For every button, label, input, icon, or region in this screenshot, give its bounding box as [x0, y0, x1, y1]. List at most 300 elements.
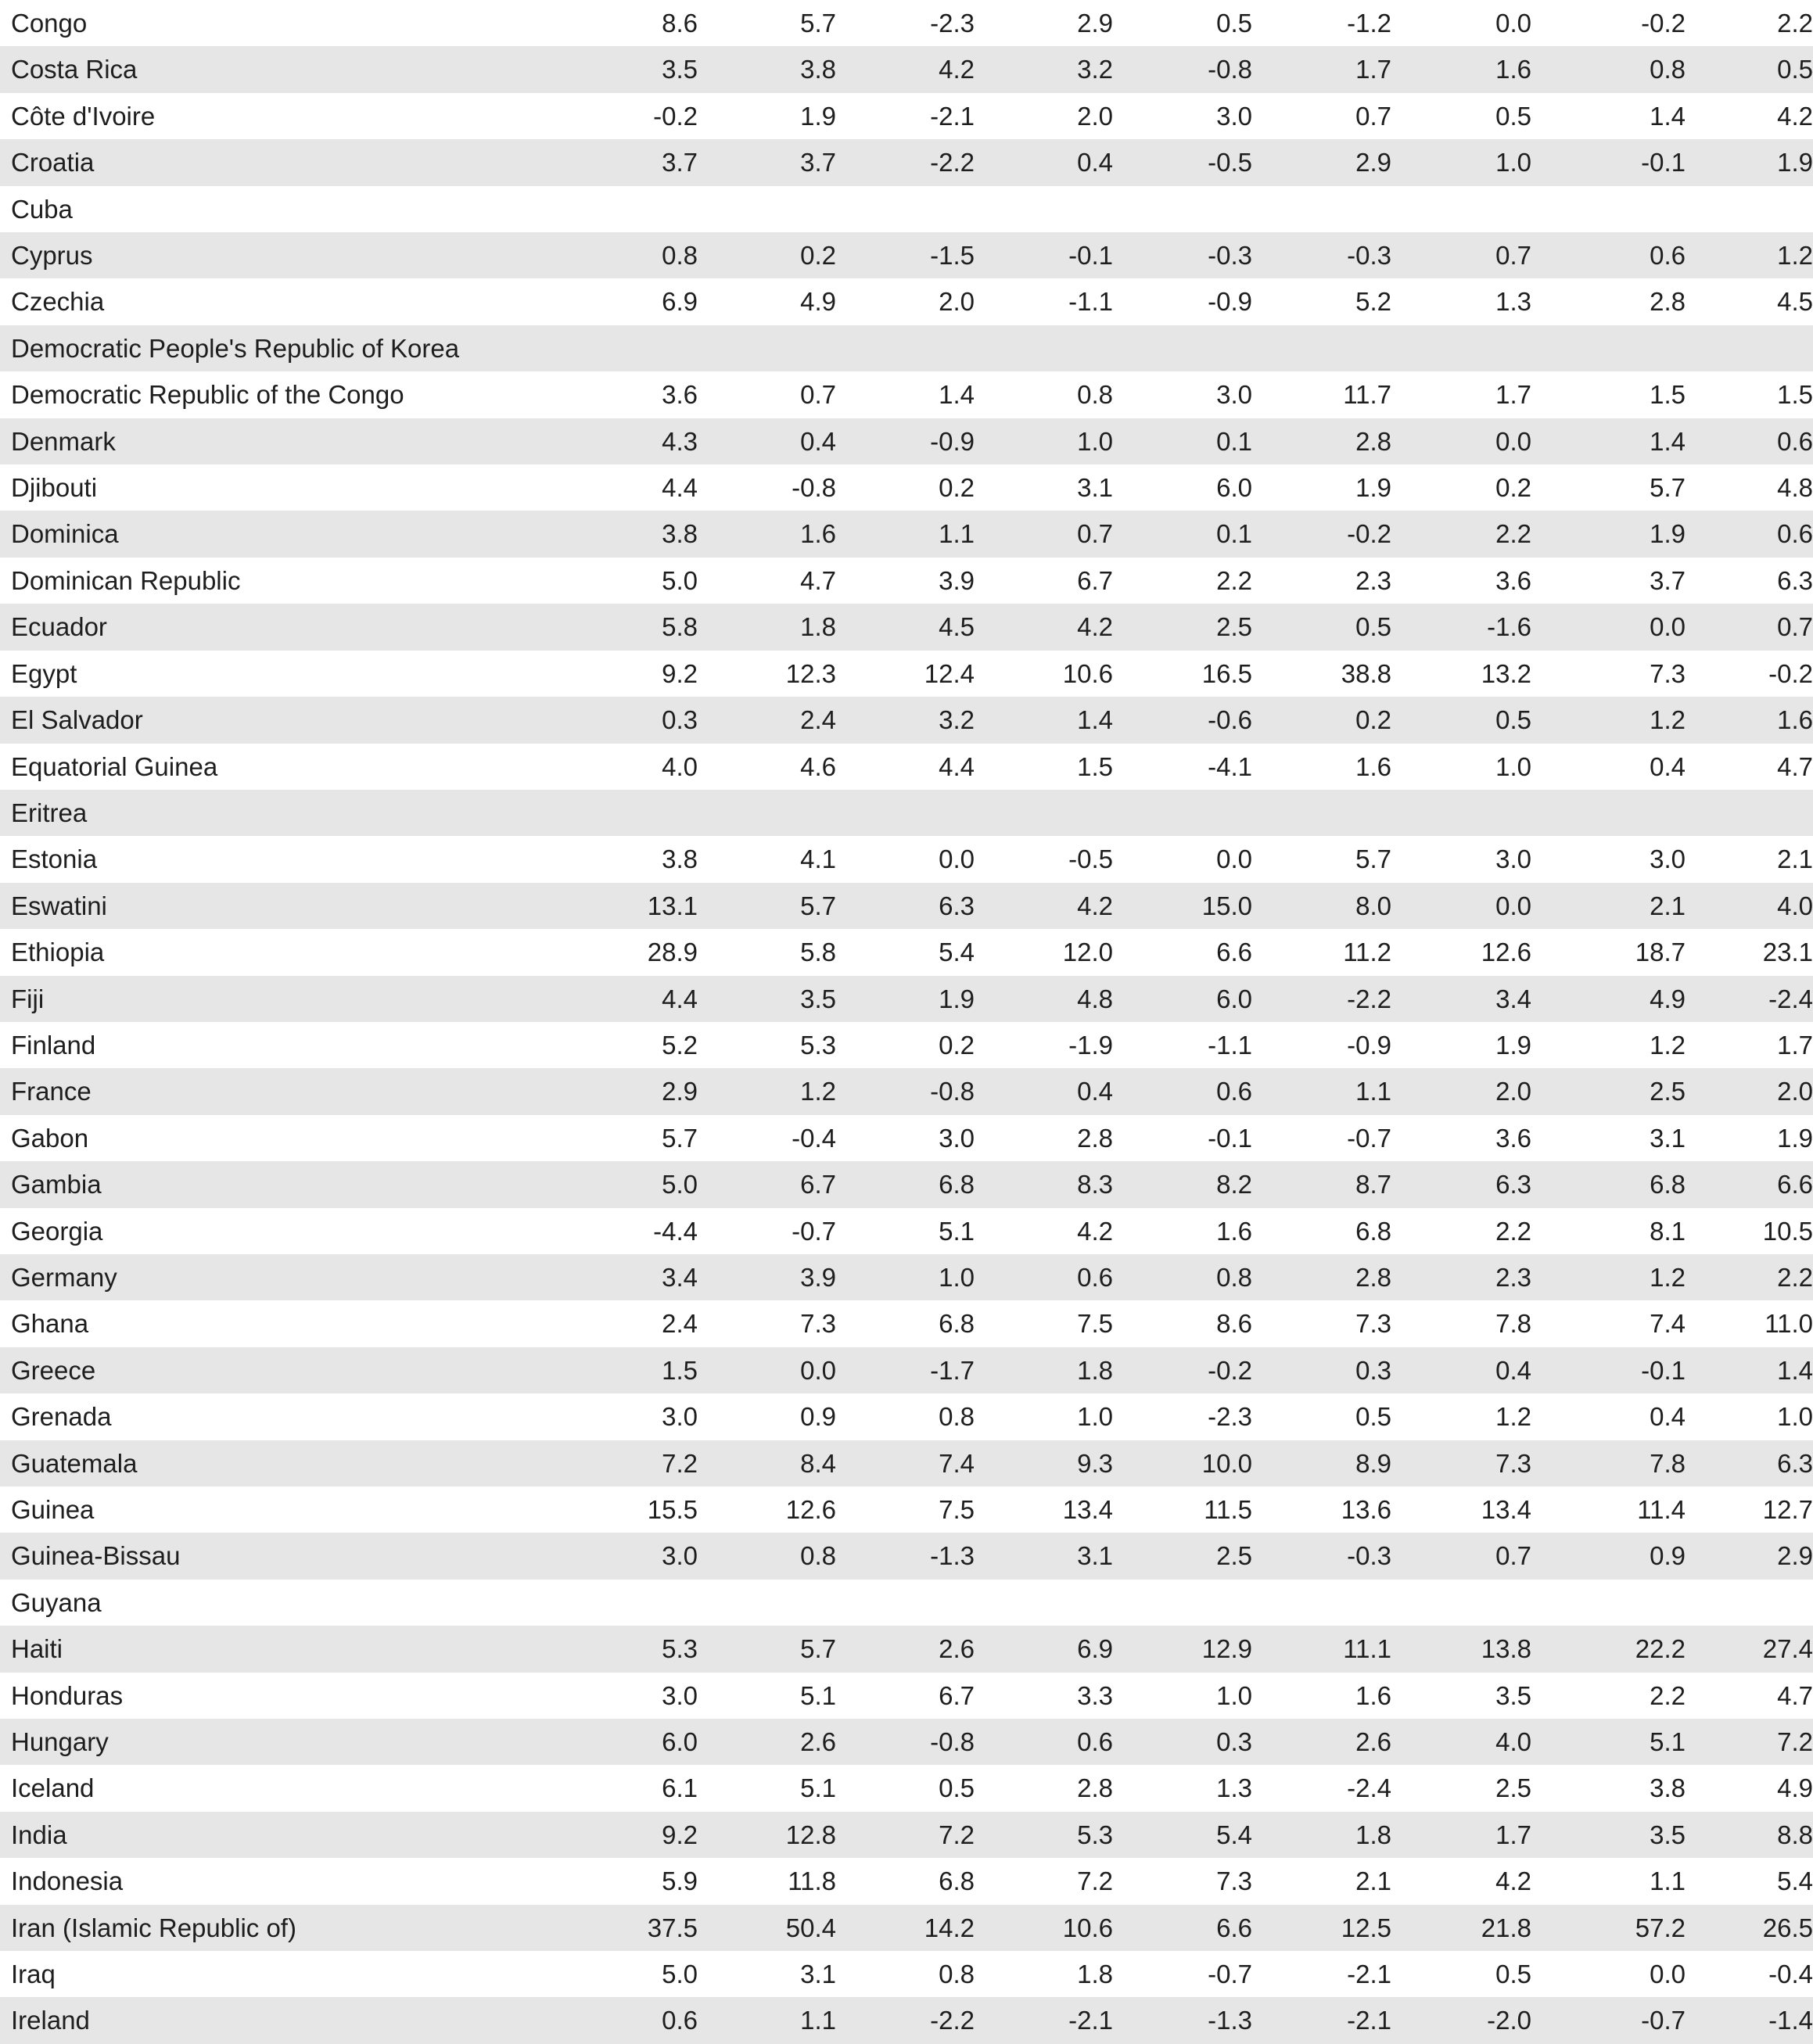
country-name: Guinea-Bissau — [0, 1533, 547, 1579]
value-cell: 0.0 — [1391, 418, 1531, 464]
value-cell: 10.0 — [1113, 1440, 1252, 1486]
country-name: Gabon — [0, 1115, 547, 1161]
value-cell: 1.0 — [836, 1254, 975, 1300]
value-cell: 2.2 — [1686, 1254, 1813, 1300]
table-row — [0, 464, 1813, 511]
value-cell: 2.4 — [698, 697, 836, 743]
value-cell — [836, 186, 975, 232]
value-cell: -0.8 — [698, 464, 836, 511]
value-cell — [1252, 186, 1391, 232]
value-cell: 4.2 — [1391, 1858, 1531, 1904]
value-cell: 3.7 — [1531, 558, 1686, 604]
value-cell: 0.5 — [1252, 1393, 1391, 1440]
value-cell: 1.0 — [975, 418, 1113, 464]
value-cell: -0.8 — [836, 1068, 975, 1114]
value-cell: 5.0 — [547, 1951, 698, 1997]
value-cell: 5.0 — [547, 1161, 698, 1207]
value-cell — [547, 1580, 698, 1626]
value-cell: 11.7 — [1252, 371, 1391, 418]
value-cell: 0.8 — [975, 371, 1113, 418]
value-cell: 0.5 — [1391, 697, 1531, 743]
country-name: El Salvador — [0, 697, 547, 743]
value-cell: 1.3 — [1113, 1765, 1252, 1811]
value-cell: 0.7 — [1391, 1533, 1531, 1579]
value-cell: -0.3 — [1252, 1533, 1391, 1579]
value-cell: 6.8 — [836, 1161, 975, 1207]
value-cell: 0.5 — [1391, 1951, 1531, 1997]
value-cell: 12.9 — [1113, 1626, 1252, 1672]
value-cell — [975, 790, 1113, 836]
value-cell: 7.8 — [1391, 1300, 1531, 1347]
value-cell: 3.5 — [1391, 1673, 1531, 1719]
value-cell: 3.2 — [975, 46, 1113, 92]
value-cell: 3.0 — [547, 1393, 698, 1440]
value-cell: 2.9 — [547, 1068, 698, 1114]
value-cell: 7.3 — [1113, 1858, 1252, 1904]
value-cell — [975, 186, 1113, 232]
table-row — [0, 418, 1813, 464]
value-cell: 4.2 — [975, 883, 1113, 929]
country-name: Democratic Republic of the Congo — [0, 371, 547, 418]
value-cell: 3.1 — [698, 1951, 836, 1997]
value-cell: 0.1 — [1113, 418, 1252, 464]
table-row — [0, 1951, 1813, 1997]
value-cell: 15.5 — [547, 1486, 698, 1533]
value-cell: 0.6 — [975, 1719, 1113, 1765]
value-cell: 5.0 — [547, 558, 698, 604]
table-row — [0, 1533, 1813, 1579]
country-name: Finland — [0, 1022, 547, 1068]
value-cell: 0.6 — [1686, 511, 1813, 557]
value-cell: 11.8 — [698, 1858, 836, 1904]
value-cell: 6.8 — [1531, 1161, 1686, 1207]
value-cell: -0.9 — [836, 418, 975, 464]
value-cell: 0.8 — [1113, 1254, 1252, 1300]
value-cell: 5.7 — [698, 0, 836, 46]
table-row — [0, 371, 1813, 418]
value-cell: 3.5 — [547, 46, 698, 92]
value-cell: 2.3 — [1252, 558, 1391, 604]
country-name: Guyana — [0, 1580, 547, 1626]
value-cell: 5.7 — [698, 883, 836, 929]
value-cell: 2.1 — [1686, 836, 1813, 882]
table-row — [0, 1673, 1813, 1719]
value-cell: 26.5 — [1686, 1905, 1813, 1951]
country-name: Eritrea — [0, 790, 547, 836]
value-cell: 0.5 — [1252, 604, 1391, 650]
value-cell: 6.7 — [975, 558, 1113, 604]
value-cell: 4.9 — [698, 278, 836, 325]
value-cell: 1.6 — [1686, 697, 1813, 743]
value-cell: 3.0 — [1113, 371, 1252, 418]
value-cell: 5.1 — [698, 1765, 836, 1811]
country-name: Djibouti — [0, 464, 547, 511]
value-cell: 0.1 — [1113, 511, 1252, 557]
value-cell: 3.1 — [975, 464, 1113, 511]
country-name: Costa Rica — [0, 46, 547, 92]
value-cell: 7.4 — [836, 1440, 975, 1486]
value-cell: 5.1 — [1531, 1719, 1686, 1765]
value-cell: 1.9 — [1531, 511, 1686, 557]
value-cell: 4.7 — [1686, 1673, 1813, 1719]
value-cell: 1.2 — [698, 1068, 836, 1114]
value-cell: 12.6 — [698, 1486, 836, 1533]
country-name: Czechia — [0, 278, 547, 325]
value-cell: 1.9 — [698, 93, 836, 139]
value-cell: 12.7 — [1686, 1486, 1813, 1533]
table-row — [0, 836, 1813, 882]
value-cell: 0.7 — [975, 511, 1113, 557]
value-cell: 3.6 — [1391, 1115, 1531, 1161]
country-name: Croatia — [0, 139, 547, 185]
value-cell: 6.6 — [1113, 929, 1252, 975]
value-cell — [1113, 325, 1252, 371]
value-cell: 7.2 — [1686, 1719, 1813, 1765]
value-cell: 0.0 — [836, 836, 975, 882]
value-cell: 2.2 — [1113, 558, 1252, 604]
value-cell: 5.8 — [698, 929, 836, 975]
country-name: Germany — [0, 1254, 547, 1300]
value-cell: 0.5 — [1391, 93, 1531, 139]
country-name: Hungary — [0, 1719, 547, 1765]
value-cell: 13.1 — [547, 883, 698, 929]
value-cell: 1.1 — [698, 1997, 836, 2043]
value-cell: 3.9 — [836, 558, 975, 604]
value-cell: 1.0 — [975, 1393, 1113, 1440]
value-cell: -2.2 — [1252, 976, 1391, 1022]
value-cell: 1.9 — [836, 976, 975, 1022]
value-cell: 11.1 — [1252, 1626, 1391, 1672]
value-cell: 4.5 — [836, 604, 975, 650]
value-cell — [975, 325, 1113, 371]
value-cell: 0.0 — [1391, 0, 1531, 46]
value-cell: 6.6 — [1686, 1161, 1813, 1207]
value-cell: 5.7 — [1531, 464, 1686, 511]
value-cell: 10.6 — [975, 1905, 1113, 1951]
value-cell: 2.3 — [1391, 1254, 1531, 1300]
value-cell: 7.3 — [1531, 651, 1686, 697]
value-cell: 23.1 — [1686, 929, 1813, 975]
value-cell: -2.1 — [975, 1997, 1113, 2043]
value-cell: 12.4 — [836, 651, 975, 697]
value-cell: 3.8 — [698, 46, 836, 92]
value-cell — [1113, 1580, 1252, 1626]
value-cell: 0.8 — [1531, 46, 1686, 92]
value-cell: 4.7 — [698, 558, 836, 604]
value-cell: 15.0 — [1113, 883, 1252, 929]
value-cell: 0.5 — [1686, 46, 1813, 92]
table-row — [0, 325, 1813, 371]
value-cell: 8.1 — [1531, 1208, 1686, 1254]
value-cell — [1252, 790, 1391, 836]
value-cell: 8.4 — [698, 1440, 836, 1486]
value-cell: 5.7 — [1252, 836, 1391, 882]
table-row — [0, 0, 1813, 46]
value-cell: -0.9 — [1252, 1022, 1391, 1068]
value-cell: -1.5 — [836, 232, 975, 278]
table-row — [0, 1812, 1813, 1858]
country-name: Egypt — [0, 651, 547, 697]
value-cell: 4.8 — [1686, 464, 1813, 511]
value-cell: 7.3 — [698, 1300, 836, 1347]
value-cell: 4.4 — [836, 744, 975, 790]
value-cell: 14.2 — [836, 1905, 975, 1951]
country-name: Honduras — [0, 1673, 547, 1719]
value-cell: 0.3 — [1113, 1719, 1252, 1765]
table-row — [0, 1858, 1813, 1904]
value-cell: 1.8 — [698, 604, 836, 650]
value-cell: 6.8 — [1252, 1208, 1391, 1254]
table-row — [0, 139, 1813, 185]
value-cell: 0.3 — [1252, 1347, 1391, 1393]
value-cell: 0.2 — [1391, 464, 1531, 511]
value-cell: -2.3 — [836, 0, 975, 46]
value-cell: 0.5 — [1113, 0, 1252, 46]
value-cell: -0.2 — [1252, 511, 1391, 557]
country-name: Guinea — [0, 1486, 547, 1533]
country-name: Côte d'Ivoire — [0, 93, 547, 139]
table-row — [0, 1393, 1813, 1440]
value-cell: -0.2 — [1686, 651, 1813, 697]
value-cell: 1.0 — [1686, 1393, 1813, 1440]
value-cell: 2.0 — [836, 278, 975, 325]
value-cell: -1.7 — [836, 1347, 975, 1393]
value-cell — [1252, 325, 1391, 371]
table-row — [0, 1765, 1813, 1811]
value-cell: 6.0 — [1113, 976, 1252, 1022]
value-cell — [1391, 790, 1531, 836]
value-cell: 5.4 — [836, 929, 975, 975]
country-name: Ghana — [0, 1300, 547, 1347]
value-cell: 12.5 — [1252, 1905, 1391, 1951]
table-row — [0, 1022, 1813, 1068]
value-cell: -0.8 — [836, 1719, 975, 1765]
value-cell: 1.2 — [1531, 697, 1686, 743]
country-name: Cyprus — [0, 232, 547, 278]
country-name: Ethiopia — [0, 929, 547, 975]
value-cell: 1.2 — [1686, 232, 1813, 278]
value-cell: 1.9 — [1686, 139, 1813, 185]
value-cell: 5.9 — [547, 1858, 698, 1904]
value-cell: 4.9 — [1686, 1765, 1813, 1811]
value-cell: 3.0 — [1113, 93, 1252, 139]
value-cell — [1531, 186, 1686, 232]
value-cell: 1.2 — [1531, 1254, 1686, 1300]
value-cell: -2.2 — [836, 1997, 975, 2043]
value-cell — [1391, 325, 1531, 371]
value-cell: 0.3 — [547, 697, 698, 743]
value-cell: 3.5 — [1531, 1812, 1686, 1858]
table-row — [0, 651, 1813, 697]
value-cell: 2.9 — [975, 0, 1113, 46]
value-cell: 22.2 — [1531, 1626, 1686, 1672]
value-cell: -0.1 — [1531, 1347, 1686, 1393]
value-cell: 4.8 — [975, 976, 1113, 1022]
value-cell: 2.6 — [1252, 1719, 1391, 1765]
value-cell: 4.2 — [975, 604, 1113, 650]
value-cell: 2.6 — [836, 1626, 975, 1672]
value-cell: 5.1 — [836, 1208, 975, 1254]
value-cell — [975, 1580, 1113, 1626]
value-cell: 5.3 — [547, 1626, 698, 1672]
table-row — [0, 604, 1813, 650]
value-cell: -2.1 — [1252, 1997, 1391, 2043]
value-cell: 4.0 — [1391, 1719, 1531, 1765]
value-cell: 10.5 — [1686, 1208, 1813, 1254]
value-cell: 6.8 — [836, 1858, 975, 1904]
value-cell: 4.1 — [698, 836, 836, 882]
value-cell: 5.8 — [547, 604, 698, 650]
value-cell: -0.7 — [1113, 1951, 1252, 1997]
value-cell — [836, 790, 975, 836]
value-cell: 2.9 — [1686, 1533, 1813, 1579]
value-cell: 4.2 — [1686, 93, 1813, 139]
table-row — [0, 232, 1813, 278]
value-cell: 2.2 — [1391, 511, 1531, 557]
value-cell: 5.3 — [975, 1812, 1113, 1858]
value-cell: 0.8 — [698, 1533, 836, 1579]
value-cell: 6.3 — [1686, 558, 1813, 604]
value-cell — [1113, 790, 1252, 836]
value-cell: 1.7 — [1391, 1812, 1531, 1858]
value-cell: 1.1 — [1252, 1068, 1391, 1114]
value-cell: 6.7 — [836, 1673, 975, 1719]
table-row — [0, 1719, 1813, 1765]
value-cell — [1113, 186, 1252, 232]
value-cell: 0.9 — [698, 1393, 836, 1440]
value-cell: 3.9 — [698, 1254, 836, 1300]
value-cell: 0.0 — [1531, 604, 1686, 650]
country-name: Estonia — [0, 836, 547, 882]
value-cell: 6.3 — [1686, 1440, 1813, 1486]
country-name: Iran (Islamic Republic of) — [0, 1905, 547, 1951]
table-row — [0, 558, 1813, 604]
value-cell: 4.0 — [547, 744, 698, 790]
value-cell: 4.6 — [698, 744, 836, 790]
table-row — [0, 1347, 1813, 1393]
country-name: Greece — [0, 1347, 547, 1393]
value-cell: 57.2 — [1531, 1905, 1686, 1951]
value-cell: -0.7 — [1531, 1997, 1686, 2043]
value-cell — [836, 325, 975, 371]
value-cell: 16.5 — [1113, 651, 1252, 697]
value-cell: 13.8 — [1391, 1626, 1531, 1672]
value-cell: -0.2 — [547, 93, 698, 139]
value-cell: 1.2 — [1531, 1022, 1686, 1068]
value-cell: 3.2 — [836, 697, 975, 743]
value-cell: -2.2 — [836, 139, 975, 185]
value-cell: 13.4 — [1391, 1486, 1531, 1533]
table-row — [0, 1580, 1813, 1626]
country-name: Ireland — [0, 1997, 547, 2043]
value-cell: 5.4 — [1686, 1858, 1813, 1904]
value-cell: 2.0 — [1686, 1068, 1813, 1114]
value-cell: 5.2 — [547, 1022, 698, 1068]
value-cell: 3.8 — [547, 511, 698, 557]
value-cell: 7.4 — [1531, 1300, 1686, 1347]
value-cell: 6.9 — [975, 1626, 1113, 1672]
value-cell: -0.2 — [1113, 1347, 1252, 1393]
value-cell: 7.2 — [975, 1858, 1113, 1904]
value-cell: -0.4 — [1686, 1951, 1813, 1997]
value-cell — [547, 186, 698, 232]
value-cell: -1.1 — [975, 278, 1113, 325]
value-cell — [1391, 1580, 1531, 1626]
country-name: Democratic People's Republic of Korea — [0, 325, 547, 371]
value-cell: 8.0 — [1252, 883, 1391, 929]
value-cell: 11.4 — [1531, 1486, 1686, 1533]
value-cell: 1.7 — [1252, 46, 1391, 92]
value-cell: 7.3 — [1252, 1300, 1391, 1347]
value-cell: 5.3 — [698, 1022, 836, 1068]
value-cell: 12.6 — [1391, 929, 1531, 975]
value-cell: 3.6 — [1391, 558, 1531, 604]
country-name: Grenada — [0, 1393, 547, 1440]
value-cell: -0.1 — [1113, 1115, 1252, 1161]
value-cell: 2.9 — [1252, 139, 1391, 185]
value-cell: 1.0 — [1391, 744, 1531, 790]
value-cell: 2.8 — [975, 1765, 1113, 1811]
country-name: Iraq — [0, 1951, 547, 1997]
value-cell: 7.5 — [975, 1300, 1113, 1347]
value-cell: 13.6 — [1252, 1486, 1391, 1533]
value-cell: 1.3 — [1391, 278, 1531, 325]
value-cell: 5.1 — [698, 1673, 836, 1719]
value-cell: 1.8 — [975, 1951, 1113, 1997]
value-cell: 0.4 — [1391, 1347, 1531, 1393]
value-cell: -1.2 — [1252, 0, 1391, 46]
value-cell: 2.1 — [1252, 1858, 1391, 1904]
value-cell: 0.4 — [1531, 1393, 1686, 1440]
value-cell: 3.4 — [547, 1254, 698, 1300]
country-name: India — [0, 1812, 547, 1858]
value-cell: 8.3 — [975, 1161, 1113, 1207]
value-cell: 5.7 — [698, 1626, 836, 1672]
value-cell: 3.0 — [1391, 836, 1531, 882]
value-cell: 0.2 — [836, 1022, 975, 1068]
value-cell — [1252, 1580, 1391, 1626]
table-row — [0, 929, 1813, 975]
value-cell: 1.4 — [1686, 1347, 1813, 1393]
value-cell: 1.6 — [1252, 1673, 1391, 1719]
value-cell: 0.0 — [1391, 883, 1531, 929]
value-cell: 8.7 — [1252, 1161, 1391, 1207]
value-cell: 3.5 — [698, 976, 836, 1022]
value-cell: -0.3 — [1252, 232, 1391, 278]
table-row — [0, 1905, 1813, 1951]
value-cell: 6.3 — [836, 883, 975, 929]
value-cell: -0.5 — [975, 836, 1113, 882]
country-name: Eswatini — [0, 883, 547, 929]
value-cell — [698, 1580, 836, 1626]
value-cell: 7.2 — [836, 1812, 975, 1858]
value-cell — [1391, 186, 1531, 232]
value-cell — [1531, 790, 1686, 836]
value-cell: -2.3 — [1113, 1393, 1252, 1440]
value-cell: 1.6 — [698, 511, 836, 557]
value-cell: 0.9 — [1531, 1533, 1686, 1579]
value-cell — [698, 790, 836, 836]
value-cell: 1.6 — [1113, 1208, 1252, 1254]
value-cell — [1686, 325, 1813, 371]
value-cell: 3.6 — [547, 371, 698, 418]
value-cell: 2.0 — [1391, 1068, 1531, 1114]
value-cell: 1.7 — [1686, 1022, 1813, 1068]
country-name: Congo — [0, 0, 547, 46]
value-cell: 2.5 — [1391, 1765, 1531, 1811]
country-name: Dominican Republic — [0, 558, 547, 604]
value-cell: 4.2 — [975, 1208, 1113, 1254]
